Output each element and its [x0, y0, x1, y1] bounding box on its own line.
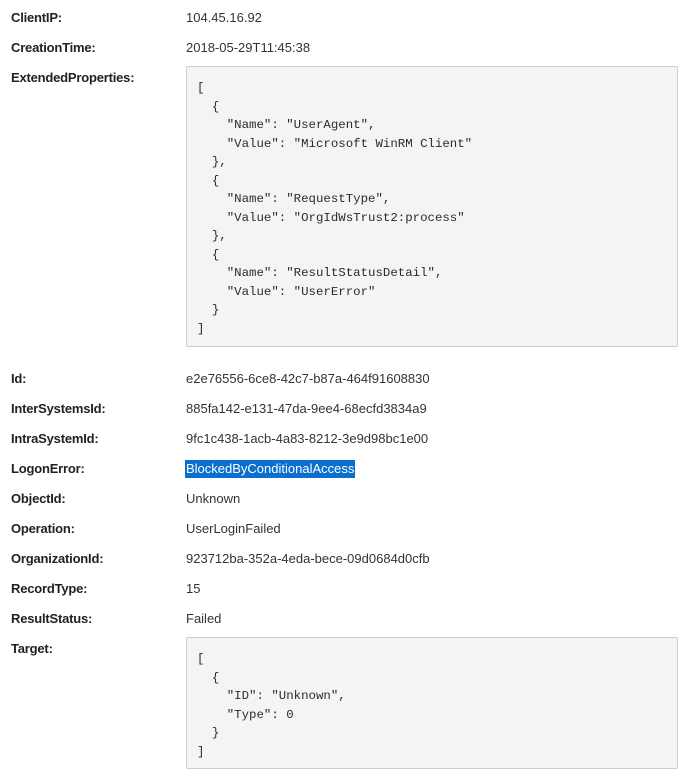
property-value[interactable]: 885fa142-e131-47da-9ee4-68ecfd3834a9 [186, 401, 427, 416]
target-code-block[interactable]: [ { "ID": "Unknown", "Type": 0 } ] [186, 637, 678, 769]
property-row-result-status [0, 610, 693, 640]
property-value[interactable]: Failed [186, 611, 222, 626]
property-label: Target: [11, 641, 53, 656]
property-value[interactable]: e2e76556-6ce8-42c7-b87a-464f91608830 [186, 371, 430, 386]
property-row-inter-systems-id [0, 400, 693, 430]
property-row-object-id [0, 490, 693, 520]
property-label: IntraSystemId: [11, 431, 99, 446]
property-row-client-ip [0, 9, 693, 39]
property-value[interactable]: 923712ba-352a-4eda-bece-09d0684d0cfb [186, 551, 430, 566]
property-row-id [0, 370, 693, 400]
property-row-record-type [0, 580, 693, 610]
property-label: RecordType: [11, 581, 88, 596]
property-label: ResultStatus: [11, 611, 93, 626]
property-row-intra-system-id [0, 430, 693, 460]
property-value[interactable]: UserLoginFailed [186, 521, 281, 536]
property-label: OrganizationId: [11, 551, 104, 566]
property-value[interactable]: 9fc1c438-1acb-4a83-8212-3e9d98bc1e00 [186, 431, 429, 446]
property-label: Operation: [11, 521, 75, 536]
property-row-creation-time [0, 39, 693, 69]
property-label: InterSystemsId: [11, 401, 106, 416]
property-value[interactable]: Unknown [186, 491, 241, 506]
property-label: ClientIP: [11, 10, 62, 25]
property-label: ExtendedProperties: [11, 70, 135, 85]
property-label: ObjectId: [11, 491, 66, 506]
property-value[interactable]: 104.45.16.92 [186, 10, 262, 25]
property-value-selected[interactable]: BlockedByConditionalAccess [186, 461, 355, 476]
property-row-logon-error [0, 460, 693, 490]
extended-properties-code-block[interactable]: [ { "Name": "UserAgent", "Value": "Microsoft WinRM Client" }, { "Name": "RequestType", "Value": "OrgIdWsTrust2:process" }, { "Name": "ResultStatusDetail", "Value": "UserError" } ] [186, 66, 678, 347]
property-row-operation [0, 520, 693, 550]
property-label: CreationTime: [11, 40, 96, 55]
property-label: Id: [11, 371, 27, 386]
property-value[interactable]: 2018-05-29T11:45:38 [186, 40, 311, 55]
property-value[interactable]: 15 [186, 581, 201, 596]
property-label: LogonError: [11, 461, 85, 476]
property-row-organization-id [0, 550, 693, 580]
